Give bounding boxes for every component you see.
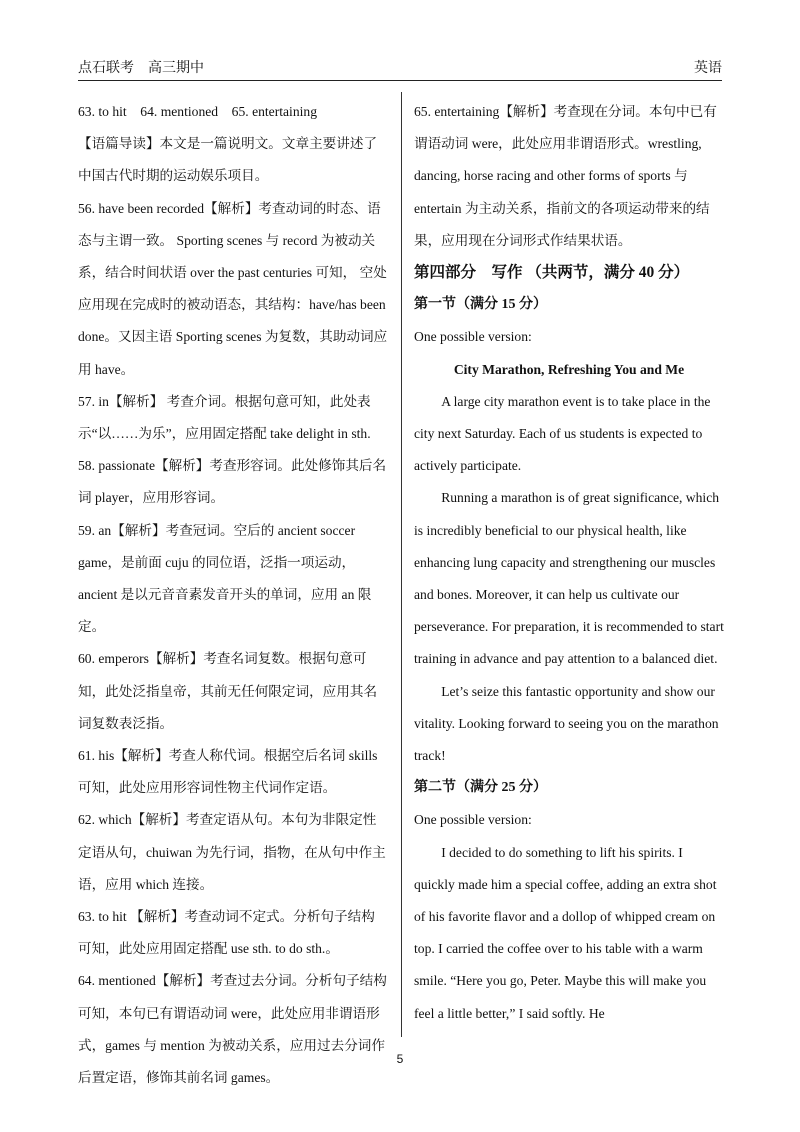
version-label-2: One possible version: — [414, 812, 532, 828]
essay1-paragraph-1: A large city marathon event is to take place in the city next Saturday. Each of us students is expected to actively participate. — [414, 393, 711, 474]
explanation-58: 58. passionate【解析】考查形容词。此处修饰其后名词 player，应用形容词。 — [78, 458, 387, 506]
explanation-56: 56. have been recorded【解析】考查动词的时态、语态与主谓一致。 Sporting scenes 与 record 为被动关系，结合时间状语 over the past centuries 可知， 空处应用现在完成时的被动语态，其结构：have/has been done。又因主语 Sporting scenes 为复数，其助动词应用 have。 — [78, 200, 388, 377]
section-one-heading: 第一节（满分 15 分） — [414, 297, 547, 313]
page-number: 5 — [396, 1052, 404, 1066]
section-two-heading: 第二节（满分 25 分） — [414, 780, 547, 796]
explanation-62: 62. which【解析】考查定语从句。本句为非限定性定语从句，chuiwan 为先行词，指物，在从句中作主语，应用 which 连接。 — [78, 812, 386, 892]
explanation-59: 59. an【解析】考查冠词。空后的 ancient soccer game，是前面 cuju 的同位语，泛指一项运动，ancient 是以元音音素发音开头的单词，应用 an 限定。 — [78, 522, 372, 635]
part-four-heading: 第四部分 写作 （共两节，满分 40 分） — [414, 264, 690, 282]
left-column — [78, 96, 388, 1094]
passage-guide: 【语篇导读】本文是一篇说明文。文章主要讲述了中国古代时期的运动娱乐项目。 — [78, 136, 378, 184]
explanation-61: 61. his【解析】考查人称代词。根据空后名词 skills 可知，此处应用形容词性物主代词作定语。 — [78, 748, 378, 796]
column-divider — [401, 92, 402, 1037]
explanation-60: 60. emperors【解析】考查名词复数。根据句意可知，此处泛指皇帝，其前无任何限定词，应用其名词复数表泛指。 — [78, 651, 378, 731]
header-subject: 英语 — [694, 61, 722, 76]
essay1-paragraph-2: Running a marathon is of great significance, which is incredibly beneficial to our physical health, like enhancing lung capacity and strengthening our muscles and bones. Moreover, it can help us cultivate our perseverance. For preparation, it is recommended to start training in advance and pay attention to a balanced diet. — [414, 490, 724, 667]
right-column — [414, 96, 724, 1030]
page-header — [78, 58, 722, 81]
explanation-65: 65. entertaining【解析】考查现在分词。本句中已有谓语动词 were，此处应用非谓语形式。wrestling, dancing, horse racing and other forms of sports 与 entertain 为主动关系，指前文的各项运动带来的结果，应用现在分词形式作结果状语。 — [414, 104, 717, 248]
header-exam-name: 点石联考 高三期中 — [78, 61, 204, 76]
explanation-64: 64. mentioned【解析】考查过去分词。分析句子结构可知，本句已有谓语动词 were，此处应用非谓语形式，games 与 mention 为被动关系，应用过去分词作后置定语，修饰其前名词 games。 — [78, 973, 387, 1086]
explanation-63: 63. to hit 【解析】考查动词不定式。分析句子结构可知，此处应用固定搭配 use sth. to do sth.。 — [78, 909, 375, 957]
answer-list: 63. to hit 64. mentioned 65. entertaining — [78, 104, 317, 119]
essay1-paragraph-3: Let’s seize this fantastic opportunity and show our vitality. Looking forward to seeing you on the marathon track! — [414, 683, 719, 764]
version-label-1: One possible version: — [414, 329, 532, 345]
essay-title: City Marathon, Refreshing You and Me — [453, 361, 685, 377]
explanation-57: 57. in【解析】 考查介词。根据句意可知，此处表示“以……为乐”，应用固定搭配 take delight in sth. — [78, 393, 371, 442]
essay2-paragraph-1: I decided to do something to lift his spirits. I quickly made him a special coffee, adding an extra shot of his favorite flavor and a dollop of whipped cream on top. I carried the coffee over to his table with a warm smile. “Here you go, Peter. Maybe this will make you feel a little better,” I said softly. He — [414, 844, 717, 1021]
